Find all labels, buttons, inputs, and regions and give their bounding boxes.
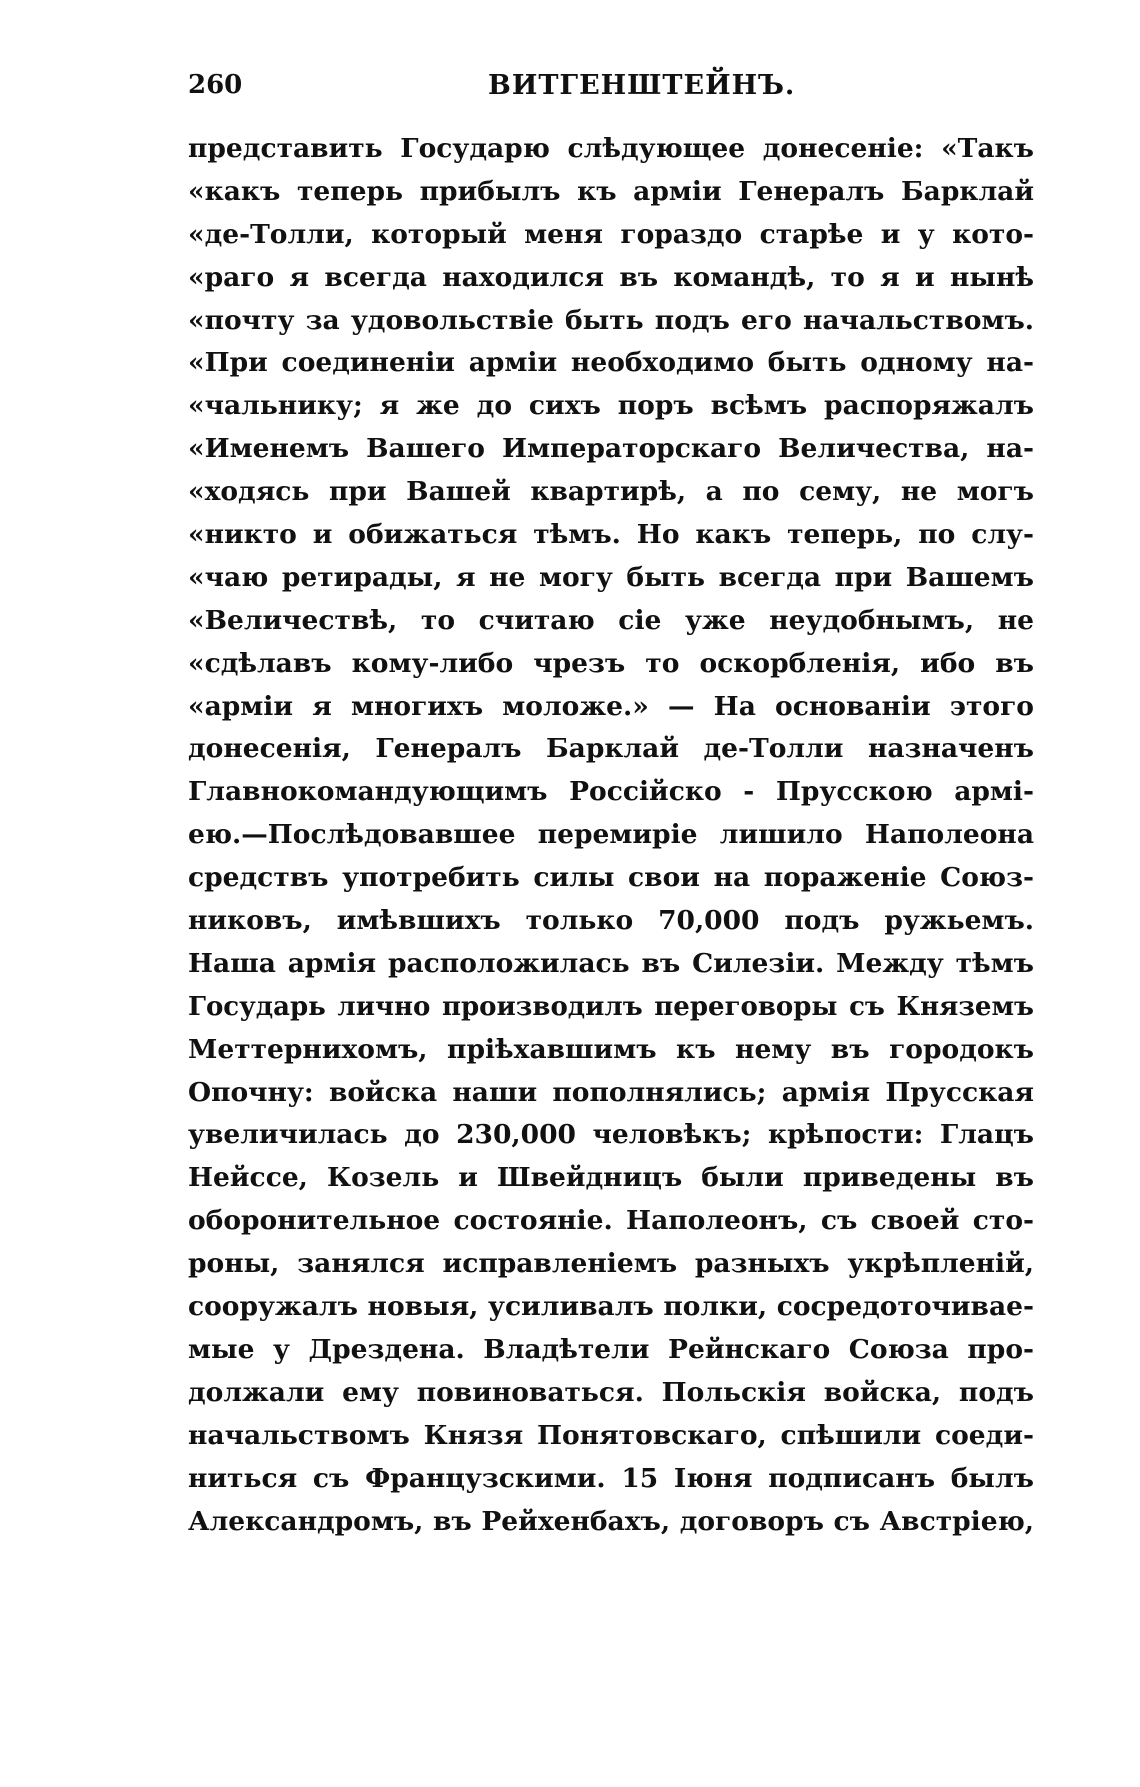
text-line: мые у Дрездена. Владѣтели Рейнскаго Союза про- (188, 1333, 1034, 1365)
text-line: Государь лично производилъ переговоры съ Княземъ (188, 991, 1034, 1022)
text-line: донесенiя, Генералъ Барклай де-Толли назначенъ (188, 733, 1034, 765)
text-line: «чальнику; я же до сихъ поръ всѣмъ распоряжалъ (188, 390, 1034, 422)
text-line: «чаю ретирады, я не могу быть всегда при Вашемъ (188, 561, 1034, 593)
text-line: «Величествѣ, то считаю сiе уже неудобнымъ, не (188, 604, 1034, 636)
text-line: ею.—Послѣдовавшее перемирiе лишило Наполеона (188, 819, 1034, 851)
text-line: «армiи я многихъ моложе.» — На основанiи этого (188, 690, 1034, 722)
text-line: Опочну: войска наши пополнялись; армiя Прусская (188, 1076, 1034, 1108)
text-line: «При соединенiи армiи необходимо быть одному на- (188, 347, 1034, 379)
text-line: никовъ, имѣвшихъ только 70,000 подъ ружьемъ. (188, 905, 1034, 937)
text-line: «никто и обижаться тѣмъ. Но какъ теперь, по слу- (188, 519, 1034, 551)
text-line: Главнокомандующимъ Россiйско - Прусскою армi- (188, 776, 1034, 808)
text-line: «какъ теперь прибылъ къ армiи Генералъ Барклай (188, 175, 1034, 207)
text-line: увеличилась до 230,000 человѣкъ; крѣпости: Глацъ (188, 1119, 1034, 1151)
text-line: Меттернихомъ, прiѣхавшимъ къ нему въ городокъ (188, 1033, 1034, 1065)
running-head: ВИТГЕНШТЕЙНЪ. (488, 70, 796, 101)
text-line: представить Государю слѣдующее донесенiе: «Такъ (188, 133, 1034, 164)
text-line: сооружалъ новыя, усиливалъ полки, сосредоточивае- (188, 1291, 1034, 1323)
page-number: 260 (188, 70, 243, 100)
text-line: Александромъ, въ Рейхенбахъ, договоръ съ Австрiею, (188, 1505, 1034, 1537)
text-line: «сдѣлавъ кому-либо чрезъ то оскорбленiя, ибо въ (188, 647, 1034, 679)
text-line: «Именемъ Вашего Императорскаго Величества, на- (188, 433, 1034, 465)
text-line: «де-Толли, который меня гораздо старѣе и у кото- (188, 218, 1034, 250)
text-line: ниться съ Французскими. 15 Iюня подписанъ былъ (188, 1462, 1034, 1494)
text-line: Нейссе, Козель и Швейдницъ были приведены въ (188, 1162, 1034, 1194)
text-line: Наша армiя расположилась въ Силезiи. Между тѣмъ (188, 947, 1034, 979)
text-line: средствъ употребить силы свои на пораженiе Союз- (188, 862, 1034, 894)
text-line: начальствомъ Князя Понятовскаго, спѣшили соеди- (188, 1419, 1034, 1451)
text-line: роны, занялся исправленiемъ разныхъ укрѣпленiй, (188, 1248, 1034, 1280)
text-line: «ходясь при Вашей квартирѣ, а по сему, не могъ (188, 476, 1034, 508)
text-line: «раго я всегда находился въ командѣ, то я и нынѣ (188, 261, 1034, 293)
text-line: должали ему повиноваться. Польскiя войска, подъ (188, 1376, 1034, 1408)
text-line: оборонительное состоянiе. Наполеонъ, съ своей сто- (188, 1205, 1034, 1237)
body-text (188, 128, 1034, 1543)
text-line: «почту за удовольствiе быть подъ его начальствомъ. (188, 304, 1034, 336)
page-header (188, 70, 1038, 110)
